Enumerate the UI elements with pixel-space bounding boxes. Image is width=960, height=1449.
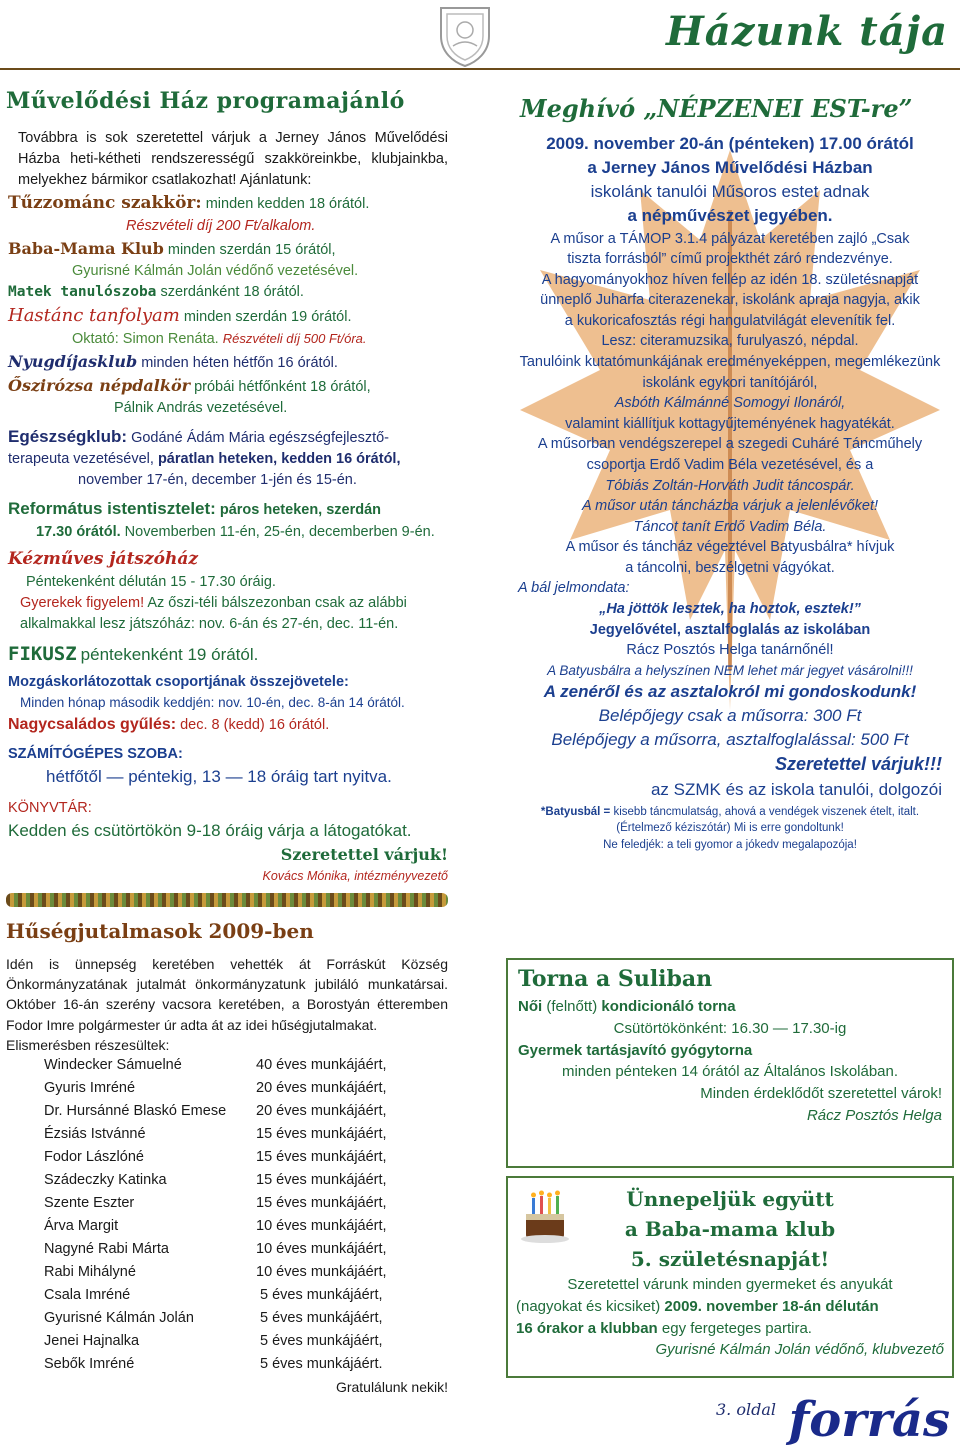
torna-line: minden pénteken 14 órától az Általános Iskolában. bbox=[561, 1063, 899, 1081]
program-nagycsalad bbox=[6, 713, 448, 736]
program-tuzzomanc bbox=[6, 191, 448, 216]
invite-line: A Batyusbálra a helyszínen NEM lehet már jegyet vásárolni!!! bbox=[547, 662, 913, 678]
invite-line: A műsorban vendégszerepel a szegedi Cuháré Táncműhely csoportja Erdő Vadim Béla vezetésével, és a bbox=[537, 436, 923, 473]
program-egeszseg bbox=[6, 425, 448, 450]
page-number: 3. oldal bbox=[716, 1400, 776, 1419]
program-name: Tűzzománc szakkör: bbox=[8, 192, 202, 213]
honoree-name: Gyurisné Kálmán Jolán bbox=[44, 1310, 194, 1327]
invite-line: az SZMK és az iskola tanulói, dolgozói bbox=[650, 779, 942, 799]
honoree-row bbox=[44, 1101, 387, 1124]
honoree-name: Árva Margit bbox=[44, 1218, 119, 1235]
honoree-years: 5 éves munkájáért, bbox=[256, 1333, 383, 1350]
babaklub-box bbox=[506, 1176, 954, 1378]
honoree-name: Ézsiás Istvánné bbox=[44, 1126, 146, 1143]
honoree-name: Fodor Lászlóné bbox=[44, 1149, 144, 1166]
program-nyugdij bbox=[6, 350, 448, 374]
invite-line: Szeretettel várjuk!!! bbox=[774, 754, 942, 775]
forras-logo: forrás bbox=[788, 1392, 950, 1448]
right-column bbox=[506, 82, 954, 853]
program-time: Minden hónap második keddjén: nov. 10-én, dec. 8-án 14 órától. bbox=[20, 695, 405, 711]
honoree-row bbox=[44, 1285, 387, 1308]
babaklub-text: 2009. november 18-án délután bbox=[664, 1297, 879, 1315]
honoree-years: 10 éves munkájáért, bbox=[256, 1264, 387, 1281]
honoree-row bbox=[44, 1354, 387, 1377]
honoree-row bbox=[44, 1239, 387, 1262]
torna-text: kondicionáló torna bbox=[601, 998, 736, 1015]
honoree-years: 15 éves munkájáért, bbox=[256, 1149, 387, 1166]
invite-line: A zenéről és az asztalokról mi gondoskodunk! bbox=[543, 681, 917, 701]
invite-note-term: *Batyusbál = bbox=[540, 805, 611, 818]
babaklub-text: (nagyokat és kicsiket) bbox=[516, 1297, 661, 1315]
invite-line: Rácz Posztós Helga tanárnőnél! bbox=[626, 642, 834, 659]
honoree-years: 15 éves munkájáért, bbox=[256, 1172, 387, 1189]
program-time: péntekenként 19 órától. bbox=[80, 644, 259, 664]
program-name: Nyugdíjasklub bbox=[8, 351, 138, 371]
babaklub-signature: Gyurisné Kálmán Jolán védőnő, klubvezető bbox=[655, 1341, 944, 1359]
program-dates: november 17-én, december 1-jén és 15-én. bbox=[78, 472, 357, 489]
program-fee: Részvételi díj 500 Ft/óra. bbox=[222, 330, 367, 346]
torna-text: Női bbox=[518, 998, 543, 1015]
invite-line: 2009. november 20-án (pénteken) 17.00 órától bbox=[546, 134, 914, 154]
program-line: páratlan heteken, kedden 16 órától, bbox=[157, 451, 401, 468]
program-lead: Pálnik András vezetésével. bbox=[114, 399, 288, 416]
torna-signature: Rácz Posztós Helga bbox=[806, 1106, 942, 1124]
invite-line: valamint kiállítjuk kottagyűjteményének hagyatékát. bbox=[565, 415, 895, 432]
honoree-name: Dr. Hursánné Blaskó Emese bbox=[44, 1103, 227, 1120]
babaklub-text: 16 órakor a klubban bbox=[516, 1319, 658, 1337]
program-line: Az őszi-téli bálszezonban csak az alábbi bbox=[147, 594, 407, 611]
program-name: Hastánc tanfolyam bbox=[8, 304, 180, 326]
honoree-years: 20 éves munkájáért, bbox=[256, 1080, 387, 1097]
honoree-years: 10 éves munkájáért, bbox=[256, 1241, 387, 1258]
program-egeszseg-line2 bbox=[6, 449, 448, 470]
babaklub-line bbox=[516, 1318, 944, 1340]
torna-title: Torna a Suliban bbox=[518, 966, 713, 992]
invite-line: Lesz: citeramuzsika, furulyaszó, népdal. bbox=[601, 333, 859, 350]
honoree-name: Gyuris Imréné bbox=[44, 1080, 136, 1097]
invite-line: „Ha jöttök lesztek, ha hoztok, esztek!” bbox=[599, 600, 861, 617]
invite-line: A hagyományokhoz híven fellép az idén 18. születésnapját bbox=[541, 271, 919, 288]
program-teacher: Oktató: Simon Renáta. bbox=[72, 330, 219, 347]
program-time: szerdánként 18 órától. bbox=[160, 283, 304, 300]
program-time: minden kedden 18 órától. bbox=[205, 195, 370, 212]
honoree-row bbox=[44, 1078, 387, 1101]
honoree-name: Szádeczky Katinka bbox=[44, 1172, 167, 1189]
program-oszirozsa bbox=[6, 374, 448, 398]
program-time: próbái hétfőnként 18 órától, bbox=[194, 378, 371, 395]
program-matek bbox=[6, 282, 448, 303]
invite-line: a népművészet jegyében. bbox=[627, 206, 833, 226]
invite-block bbox=[506, 92, 954, 853]
torna-content bbox=[508, 996, 952, 1127]
invite-line: Táncot tanít Erdő Vadim Béla. bbox=[633, 518, 827, 535]
program-dates: Novemberben 11-én, 25-én, decemberben 9-én. bbox=[124, 524, 435, 541]
decorative-divider bbox=[6, 893, 448, 907]
invite-line: Belépőjegy a műsorra, asztalfoglalással: 500 Ft bbox=[551, 730, 909, 750]
programs-title: Művelődési Ház programajánló bbox=[6, 88, 405, 114]
invite-line: A bál jelmondata: bbox=[518, 580, 630, 597]
invite-line: Tanulóink kutatómunkájának eredményeképpen, megemlékezünk iskolánk egykori tanítójáról, bbox=[519, 354, 941, 391]
invite-line: A műsor és táncház végeztével Batyusbálra* hívjuk bbox=[565, 539, 895, 556]
babaklub-line bbox=[516, 1296, 944, 1318]
program-hastanc-detail bbox=[6, 329, 448, 350]
babaklub-title-line: Ünnepeljük együtt bbox=[626, 1187, 834, 1211]
program-line: páros heteken, szerdán bbox=[219, 502, 382, 519]
honoree-name: Jenei Hajnalka bbox=[44, 1333, 140, 1350]
invite-note bbox=[506, 804, 954, 820]
honoree-years: 20 éves munkájáért, bbox=[256, 1103, 387, 1120]
torna-text: (felnőtt) bbox=[546, 998, 598, 1015]
babaklub-title-line: a Baba-mama klub bbox=[624, 1217, 836, 1241]
program-name: FIKUSZ bbox=[8, 642, 77, 665]
program-name: Református istentisztelet: bbox=[8, 499, 216, 519]
honoree-row bbox=[44, 1124, 387, 1147]
program-reformatus-dates bbox=[6, 522, 448, 543]
program-time: minden szerdán 19 órától. bbox=[183, 308, 352, 325]
program-time: hétfőtől — péntekig, 13 — 18 óráig tart nyitva. bbox=[46, 767, 392, 787]
honoree-row bbox=[44, 1193, 387, 1216]
invite-line: Belépőjegy csak a műsorra: 300 Ft bbox=[598, 706, 862, 725]
invite-line: A műsor után táncházba várjuk a jelenlévőket! bbox=[581, 498, 879, 515]
invite-line: Jegyelővétel, asztalfoglalás az iskolában bbox=[589, 621, 871, 638]
program-time: minden szerdán 15 órától, bbox=[167, 241, 336, 258]
honoree-name: Csala Imréné bbox=[44, 1287, 131, 1304]
honoree-name: Rabi Mihályné bbox=[44, 1264, 136, 1281]
babaklub-line: Szeretettel várunk minden gyermeket és anyukát bbox=[567, 1276, 893, 1293]
congrats-text: Gratulálunk nekik! bbox=[335, 1379, 448, 1396]
program-line: Péntekenként délután 15 - 17.30 óráig. bbox=[26, 573, 276, 590]
husegjutalmak-title: Hűségjutalmasok 2009-ben bbox=[6, 918, 314, 943]
honoree-row bbox=[44, 1216, 387, 1239]
honoree-years: 5 éves munkájáért. bbox=[256, 1356, 383, 1373]
honoree-years: 5 éves munkájáért, bbox=[256, 1287, 383, 1304]
invite-line: iskolánk tanulói Műsoros estet adnak bbox=[590, 182, 870, 202]
program-name: Baba-Mama Klub bbox=[8, 238, 164, 258]
babaklub-body bbox=[508, 1274, 952, 1361]
honoree-years: 10 éves munkájáért, bbox=[256, 1218, 387, 1235]
program-mozgas-title: Mozgáskorlátozottak csoportjának összejövetele: bbox=[8, 674, 349, 691]
program-time: dec. 8 (kedd) 16 órától. bbox=[180, 716, 330, 733]
program-szamitogep-title: SZÁMÍTÓGÉPES SZOBA: bbox=[8, 746, 183, 763]
invite-line: tiszta forrásból” című projekthét záró rendezvénye. bbox=[567, 251, 893, 268]
program-name: Matek tanulószoba bbox=[8, 283, 157, 300]
program-lead: Gyurisné Kálmán Jolán védőnő vezetésével. bbox=[72, 262, 359, 279]
invite-note: Ne feledjék: a teli gyomor a jókedv megalapozója! bbox=[603, 838, 857, 851]
invite-title: Meghívó „NÉPZENEI EST-re” bbox=[520, 94, 913, 123]
honoree-row bbox=[44, 1170, 387, 1193]
honoree-name: Sebők Imréné bbox=[44, 1356, 135, 1373]
honoree-row bbox=[44, 1147, 387, 1170]
program-reformatus bbox=[6, 497, 448, 522]
program-name: Nagycsaládos gyűlés: bbox=[8, 715, 177, 733]
program-line: Godáné Ádám Mária egészségfejlesztő- bbox=[131, 429, 389, 446]
program-fikusz bbox=[6, 641, 448, 669]
left-column bbox=[6, 82, 448, 1398]
torna-line: Gyermek tartásjavító gyógytorna bbox=[518, 1041, 753, 1059]
invite-note: (Értelmező kéziszótár) Mi is erre gondoltunk! bbox=[616, 822, 844, 835]
invite-line: Tóbiás Zoltán-Horváth Judit táncospár. bbox=[605, 477, 855, 494]
honoree-row bbox=[44, 1331, 387, 1354]
torna-line: Csütörtökönként: 16.30 — 17.30-ig bbox=[613, 1019, 847, 1037]
coat-of-arms-icon bbox=[433, 2, 497, 68]
program-fee: Részvételi díj 200 Ft/alkalom. bbox=[126, 217, 316, 234]
program-name: Egészségklub: bbox=[8, 426, 128, 446]
header-divider bbox=[0, 68, 960, 70]
invite-line: A műsor a TÁMOP 3.1.4 pályázat keretében zajló „Csak bbox=[550, 230, 910, 247]
honoree-years: 40 éves munkájáért, bbox=[256, 1057, 387, 1074]
honoree-table bbox=[44, 1055, 387, 1377]
program-time: Kedden és csütörtökön 9-18 óráig várja a látogatókat. bbox=[8, 820, 412, 840]
invite-line: a kukoricafosztás régi hangulatvilágát elevenítik fel. bbox=[564, 312, 896, 329]
torna-box bbox=[506, 958, 954, 1168]
program-hastanc bbox=[6, 303, 448, 329]
honoree-name: Windecker Sámuelné bbox=[44, 1057, 182, 1074]
program-time: minden héten hétfőn 16 órától. bbox=[141, 354, 338, 371]
program-line: terapeuta vezetésével, bbox=[8, 451, 154, 468]
invite-line: a Jerney János Művelődési Házban bbox=[587, 158, 873, 178]
section-header-title: Házunk tája bbox=[665, 8, 948, 55]
programs-intro: Továbbra is sok szeretettel várjuk a Jerney János Művelődési Házba heti-kétheti rendszerességű szakköreinkbe, klubjainkba, melyekhez bármikor csatlakozhat! Ajánlatunk: bbox=[18, 129, 448, 188]
honoree-row bbox=[44, 1308, 387, 1331]
closing-greeting: Szeretettel várjuk! bbox=[280, 845, 448, 865]
invite-line: Asbóth Kálmánné Somogyi Ilonáról, bbox=[614, 395, 846, 412]
program-line: alkalmakkal lesz játszóház: nov. 6-án és 27-én, dec. 11-én. bbox=[20, 615, 399, 632]
program-kezmuves-line2 bbox=[6, 593, 448, 614]
invite-line: a táncolni, beszélgetni vágyókat. bbox=[625, 559, 835, 576]
invite-line: ünneplő Juharfa citerazenekar, iskolánk apraja nagyja, akik bbox=[540, 292, 920, 309]
program-babamama bbox=[6, 237, 448, 261]
babaklub-title-line: 5. születésnapját! bbox=[630, 1247, 830, 1271]
torna-line: Minden érdeklődőt szeretettel várok! bbox=[700, 1085, 942, 1102]
program-name: Őszirózsa népdalkör bbox=[8, 375, 191, 395]
program-time: 17.30 órától. bbox=[36, 524, 121, 541]
honoree-row bbox=[44, 1262, 387, 1285]
program-line: Gyerekek figyelem! bbox=[20, 594, 145, 611]
signature: Kovács Mónika, intézményvezető bbox=[262, 868, 448, 883]
husegjutalmak-lead: Elismerésben részesültek: bbox=[6, 1036, 170, 1053]
honoree-years: 5 éves munkájáért, bbox=[256, 1310, 383, 1327]
invite-note-text: kisebb táncmulatság, ahová a vendégek viszenek ételt, italt. bbox=[613, 805, 920, 818]
program-kezmuves-title: Kézműves játszóház bbox=[8, 549, 199, 570]
babaklub-text: egy fergeteges partira. bbox=[661, 1319, 812, 1337]
honoree-name: Szente Eszter bbox=[44, 1195, 135, 1212]
program-konyvtar-title: KÖNYVTÁR: bbox=[8, 799, 92, 816]
honoree-years: 15 éves munkájáért, bbox=[256, 1195, 387, 1212]
honoree-row bbox=[44, 1055, 387, 1078]
birthday-cake-icon bbox=[520, 1180, 570, 1244]
honoree-years: 15 éves munkájáért, bbox=[256, 1126, 387, 1143]
torna-line bbox=[518, 996, 942, 1018]
honoree-name: Nagyné Rabi Márta bbox=[44, 1241, 169, 1258]
husegjutalmak-body: Idén is ünnepség keretében vehették át Forráskút Község Önkormányzatának jutalmát önkormányzatunk jubiláló munkatársai. Október 16-án szerény vacsora keretében, a Borostyán étteremben Fodor Imre polgármester úr adta át az idei hűségjutalmakat. bbox=[6, 955, 448, 1033]
